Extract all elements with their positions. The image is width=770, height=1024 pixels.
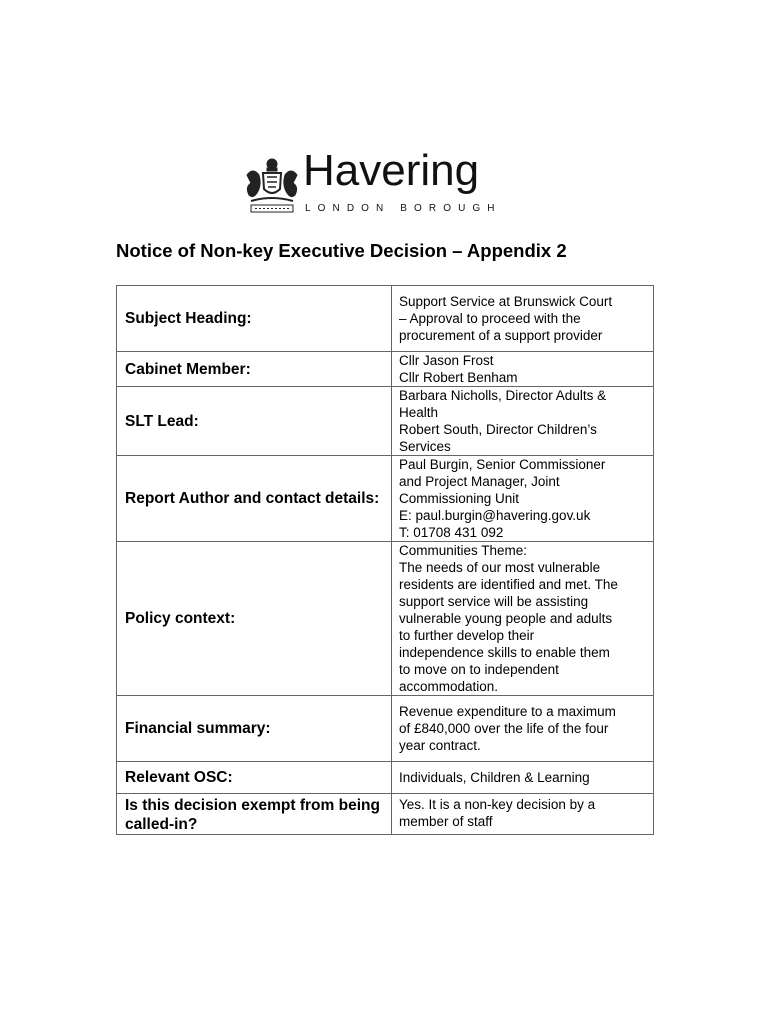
value-line: Cllr Robert Benham — [399, 370, 518, 385]
row-label: Subject Heading: — [117, 286, 392, 352]
table-row — [117, 456, 654, 542]
row-value — [392, 286, 654, 352]
row-value — [392, 696, 654, 762]
value-line: Commissioning Unit — [399, 491, 520, 506]
value-line: Health — [399, 405, 439, 420]
value-line: Support Service at Brunswick Court — [399, 294, 613, 309]
value-line: Robert South, Director Children’s — [399, 422, 597, 437]
logo-tagline: LONDON BOROUGH — [305, 203, 502, 214]
row-value — [392, 456, 654, 542]
table-row — [117, 542, 654, 696]
value-line: to further develop their — [399, 628, 535, 643]
row-label: SLT Lead: — [117, 387, 392, 456]
table-row — [117, 387, 654, 456]
value-line: Cllr Jason Frost — [399, 353, 494, 368]
havering-logo — [243, 146, 533, 220]
value-line: residents are identified and met. The — [399, 577, 618, 592]
value-line: member of staff — [399, 814, 493, 829]
value-line: vulnerable young people and adults — [399, 611, 613, 626]
value-line: to move on to independent — [399, 662, 559, 677]
row-label: Report Author and contact details: — [117, 456, 392, 542]
value-line: Barbara Nicholls, Director Adults & — [399, 388, 607, 403]
value-line: Revenue expenditure to a maximum — [399, 704, 616, 719]
value-line: procurement of a support provider — [399, 328, 603, 343]
value-line: – Approval to proceed with the — [399, 311, 581, 326]
page-title: Notice of Non-key Executive Decision – Appendix 2 — [116, 240, 567, 261]
row-value — [392, 387, 654, 456]
value-line: year contract. — [399, 738, 481, 753]
value-line: The needs of our most vulnerable — [399, 560, 601, 575]
value-line: independence skills to enable them — [399, 645, 610, 660]
value-line: of £840,000 over the life of the four — [399, 721, 609, 736]
row-label: Policy context: — [117, 542, 392, 696]
row-value — [392, 542, 654, 696]
value-line: Paul Burgin, Senior Commissioner — [399, 457, 606, 472]
row-label: Cabinet Member: — [117, 352, 392, 387]
row-label: Relevant OSC: — [117, 762, 392, 794]
table-row — [117, 762, 654, 794]
value-line: Services — [399, 439, 451, 454]
row-label: Is this decision exempt from being called-in? — [117, 794, 392, 835]
value-line: Communities Theme: — [399, 543, 528, 558]
logo-wordmark: Havering — [303, 146, 480, 195]
table-row — [117, 286, 654, 352]
table-row — [117, 794, 654, 835]
row-label: Financial summary: — [117, 696, 392, 762]
value-line: Individuals, Children & Learning — [399, 770, 590, 785]
value-line: accommodation. — [399, 679, 499, 694]
coat-of-arms-icon — [243, 155, 301, 217]
value-line: Yes. It is a non-key decision by a — [399, 797, 596, 812]
value-line: T: 01708 431 092 — [399, 525, 504, 540]
table-row — [117, 696, 654, 762]
decision-table — [116, 285, 654, 835]
value-line: and Project Manager, Joint — [399, 474, 560, 489]
row-value — [392, 794, 654, 835]
value-line: support service will be assisting — [399, 594, 589, 609]
table-row — [117, 352, 654, 387]
row-value — [392, 352, 654, 387]
email-link[interactable]: E: paul.burgin@havering.gov.uk — [399, 508, 591, 523]
row-value — [392, 762, 654, 794]
